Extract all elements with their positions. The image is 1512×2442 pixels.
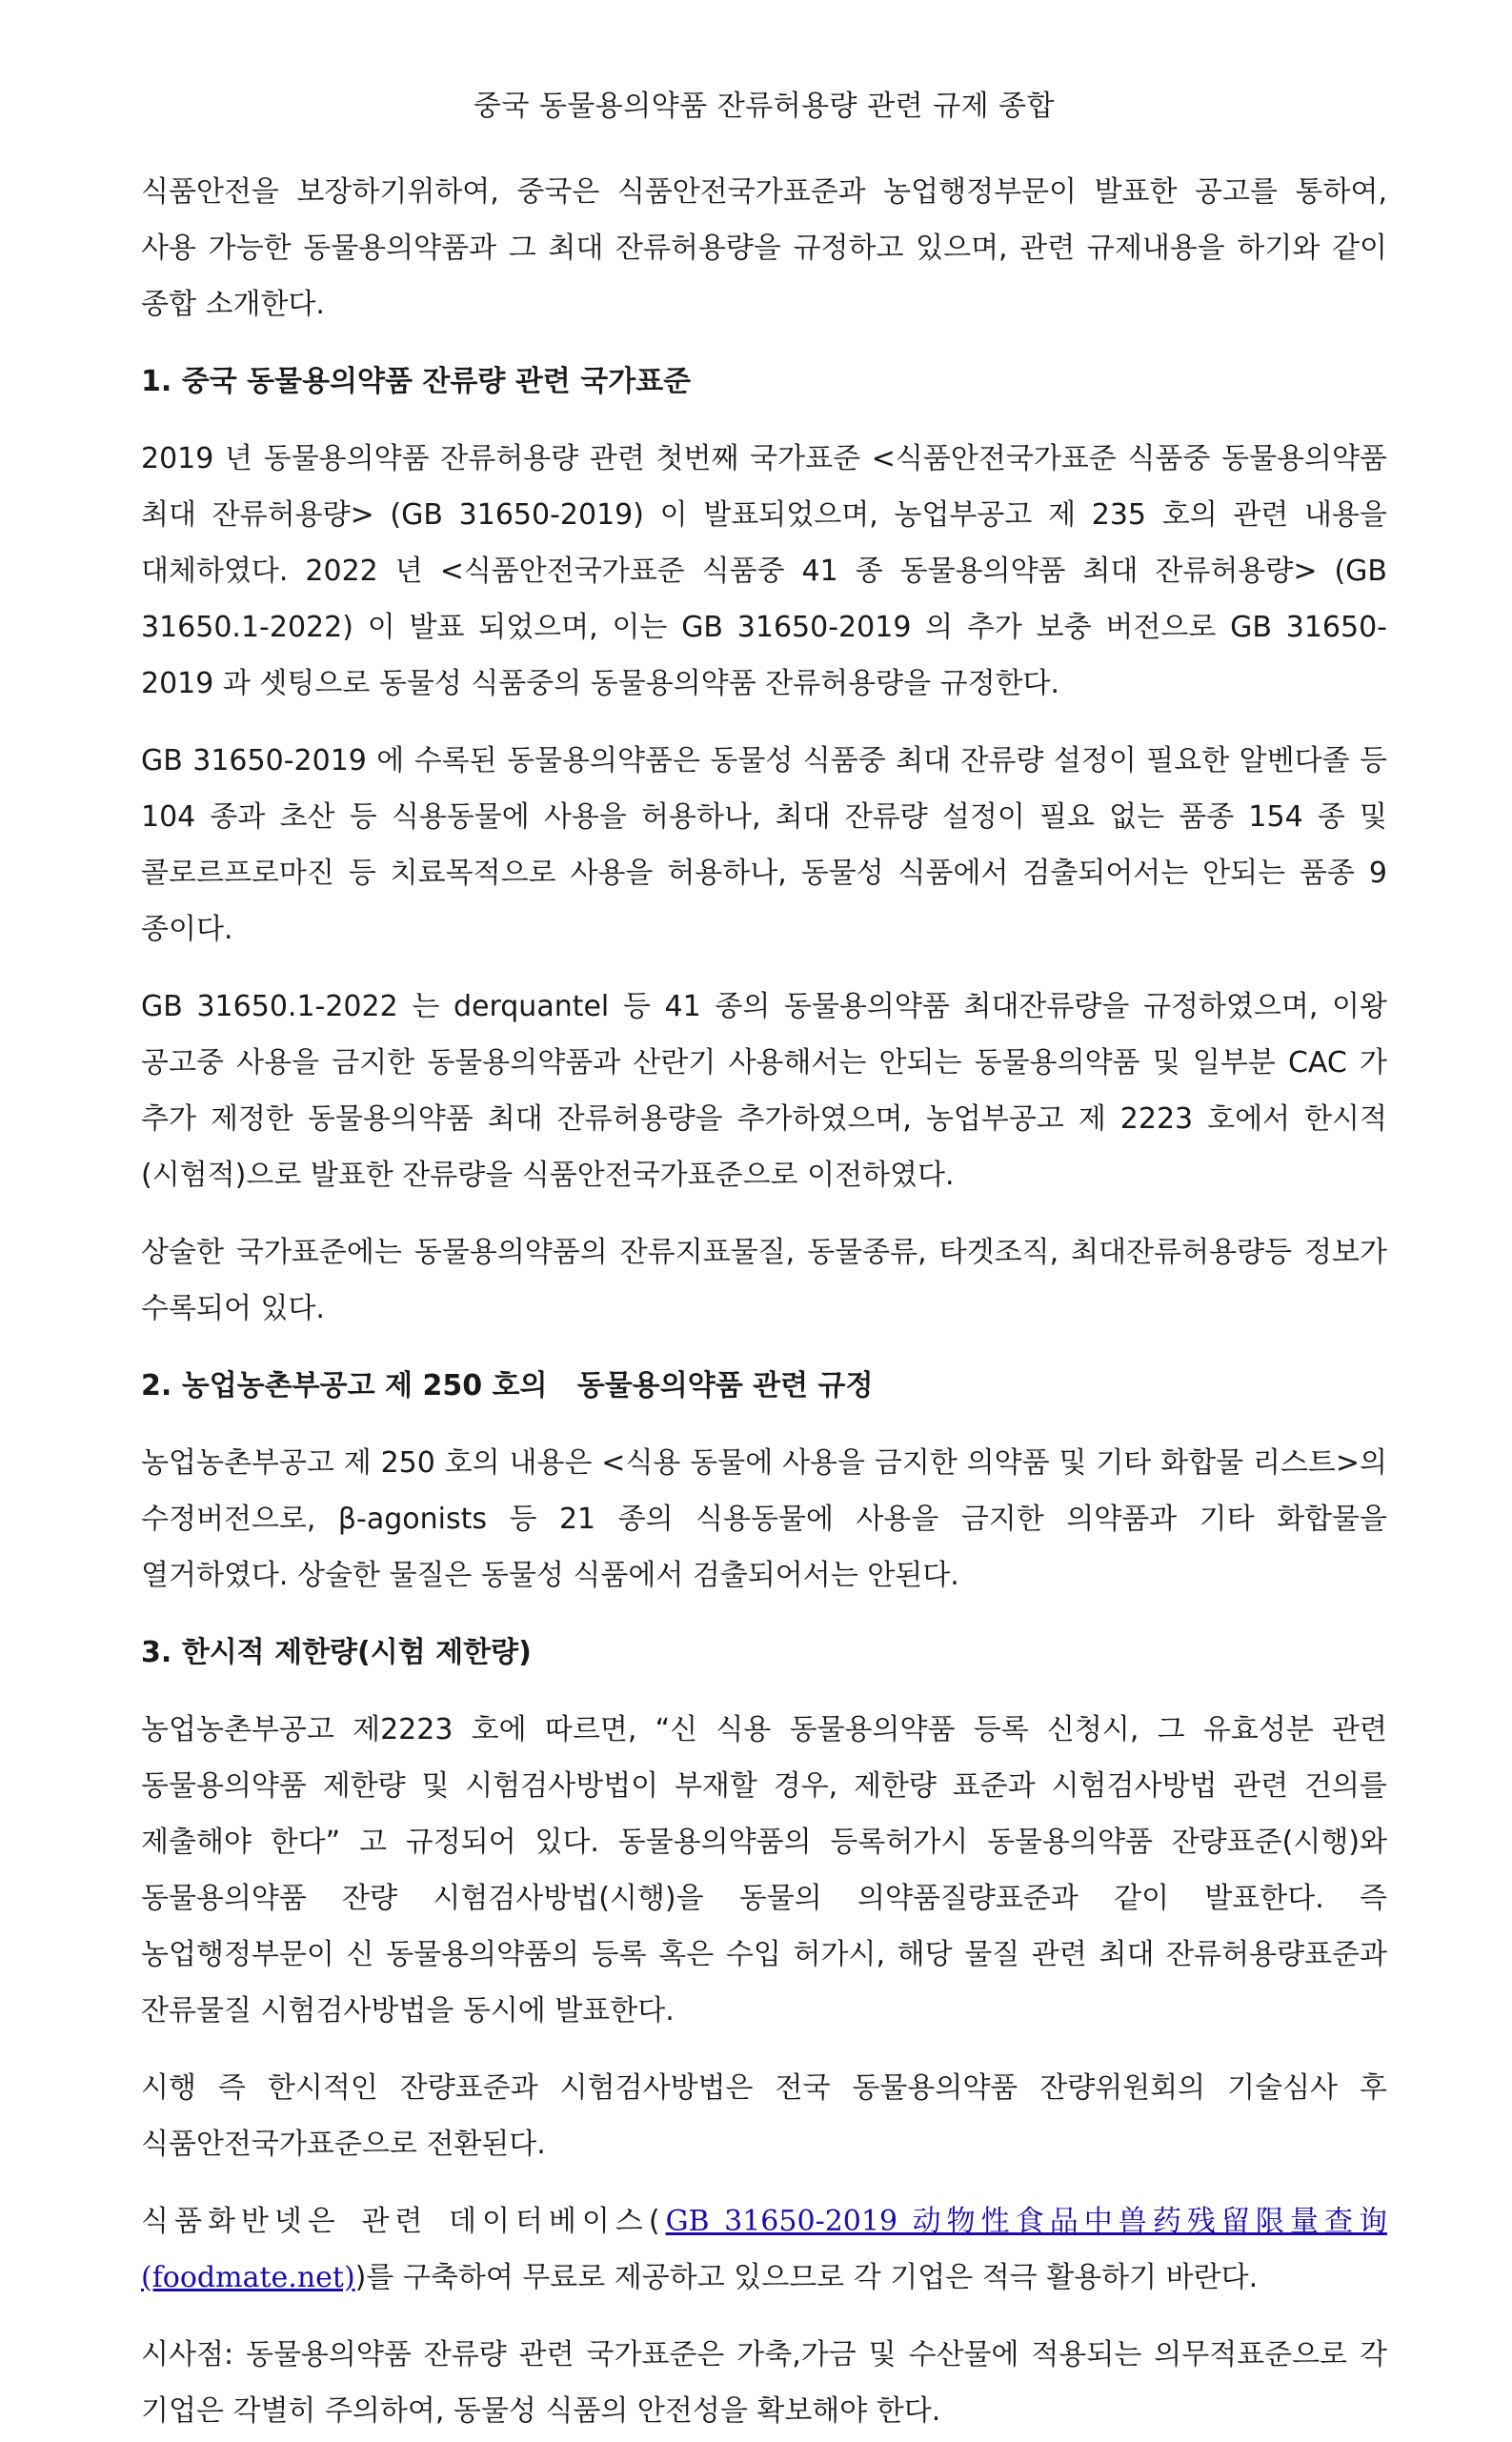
spacer (141, 958, 1387, 979)
foodmate-database-link[interactable]: GB 31650-2019 动物性食品中兽药残留限量查询(foodmate.net) (141, 2205, 1387, 2294)
section-3-paragraph-1: 농업농촌부공고 제2223 호에 따르면, “신 식용 동물용의약품 등록 신청시, 그 유효성분 관련 동물용의약품 제한량 및 시험검사방법이 부재할 경우, 제한량 표준과 시험검사방법 관련 건의를 제출해야 한다” 고 규정되어 있다. 동물용의약품의 등록허가시 동물용의약품 잔량표준(시행)와 동물용의약품 잔량 시험검사방법(시행)을 동물의 의약품질량표준과 같이 발표한다. 즉 농업행정부문이 신 동물용의약품의 등록 혹은 수입 허가시, 해당 물질 관련 최대 잔류허용량표준과 잔류물질 시험검사방법을 동시에 발표한다. (141, 1713, 1387, 2028)
section-heading-1: 1. 중국 동물용의약품 잔류량 관련 국가표준 (141, 365, 692, 398)
spacer (141, 2039, 1387, 2060)
spacer (141, 1337, 1387, 1358)
document-page (141, 0, 1387, 2439)
section-1-paragraph-4: 상술한 국가표준에는 동물용의약품의 잔류지표물질, 동물종류, 타겟조직, 최대잔류허용량등 정보가 수록되어 있다. (141, 1236, 1387, 1325)
foodmate-suffix: )를 구축하여 무료로 제공하고 있으므로 각 기업은 적극 활용하기 바란다. (354, 2261, 1259, 2294)
section-heading-3: 3. 한시적 제한량(시험 제한량) (141, 1636, 532, 1669)
document-title: 중국 동물용의약품 잔류허용량 관련 규제 종합 (473, 90, 1056, 123)
section-1-paragraph-3: GB 31650.1-2022 는 derquantel 등 41 종의 동물용의약품 최대잔류량을 규정하였으며, 이왕 공고중 사용을 금지한 동물용의약품과 산란기 사용해서는 안되는 동물용의약품 및 일부분 CAC 가 추가 제정한 동물용의약품 최대 잔류허용량을 추가하였으며, 농업부공고 제 2223 호에서 한시적(시험적)으로 발표한 잔류량을 식품안전국가표준으로 이전하였다. (141, 990, 1387, 1192)
spacer (141, 410, 1387, 431)
spacer (141, 2306, 1387, 2327)
spacer (141, 1414, 1387, 1435)
spacer (141, 2172, 1387, 2193)
foodmate-prefix: 식품화반넷은 관련 데이터베이스( (141, 2205, 666, 2238)
spacer (141, 1203, 1387, 1224)
section-heading-2: 2. 농업농촌부공고 제 250 호의 동물용의약품 관련 규정 (141, 1369, 874, 1403)
section-1-paragraph-1: 2019 년 동물용의약품 잔류허용량 관련 첫번째 국가표준 <식품안전국가표준 식품중 동물용의약품 최대 잔류허용량> (GB 31650-2019) 이 발표되었으며, 농업부공고 제 235 호의 관련 내용을 대체하였다. 2022 년 <식품안전국가표준 식품중 41 종 동물용의약품 최대 잔류허용량> (GB 31650.1-2022) 이 발표 되었으며, 이는 GB 31650-2019 의 추가 보충 버전으로 GB 31650-2019 과 셋팅으로 동물성 식품중의 동물용의약품 잔류허용량을 규정한다. (141, 442, 1387, 700)
spacer (141, 712, 1387, 733)
section-3-paragraph-2: 시행 즉 한시적인 잔량표준과 시험검사방법은 전국 동물용의약품 잔량위원회의 기술심사 후 식품안전국가표준으로 전환된다. (141, 2071, 1387, 2161)
foodmate-paragraph (141, 2193, 1387, 2306)
intro-paragraph: 식품안전을 보장하기위하여, 중국은 식품안전국가표준과 농업행정부문이 발표한 공고를 통하여, 사용 가능한 동물용의약품과 그 최대 잔류허용량을 규정하고 있으며, 관련 규제내용을 하기와 같이 종합 소개한다. (141, 175, 1387, 321)
section-2-paragraph-1: 농업농촌부공고 제 250 호의 내용은 <식용 동물에 사용을 금지한 의약품 및 기타 화합물 리스트>의 수정버전으로, β-agonists 등 21 종의 식용동물에 사용을 금지한 의약품과 기타 화합물을 열거하였다. 상술한 물질은 동물성 식품에서 검출되어서는 안된다. (141, 1446, 1387, 1592)
spacer (141, 1604, 1387, 1625)
section-1-paragraph-2: GB 31650-2019 에 수록된 동물용의약품은 동물성 식품중 최대 잔류량 설정이 필요한 알벤다졸 등 104 종과 초산 등 식용동물에 사용을 허용하나, 최대 잔류량 설정이 필요 없는 품종 154 종 및 콜로르프로마진 등 치료목적으로 사용을 허용하나, 동물성 식품에서 검출되어서는 안되는 품종 9 종이다. (141, 744, 1387, 946)
spacer (141, 333, 1387, 353)
spacer (141, 124, 1387, 164)
implication-paragraph: 시사점: 동물용의약품 잔류량 관련 국가표준은 가축,가금 및 수산물에 적용되는 의무적표준으로 각 기업은 각별히 주의하여, 동물성 식품의 안전성을 확보해야 한다. (141, 2338, 1387, 2428)
spacer (141, 1681, 1387, 1702)
